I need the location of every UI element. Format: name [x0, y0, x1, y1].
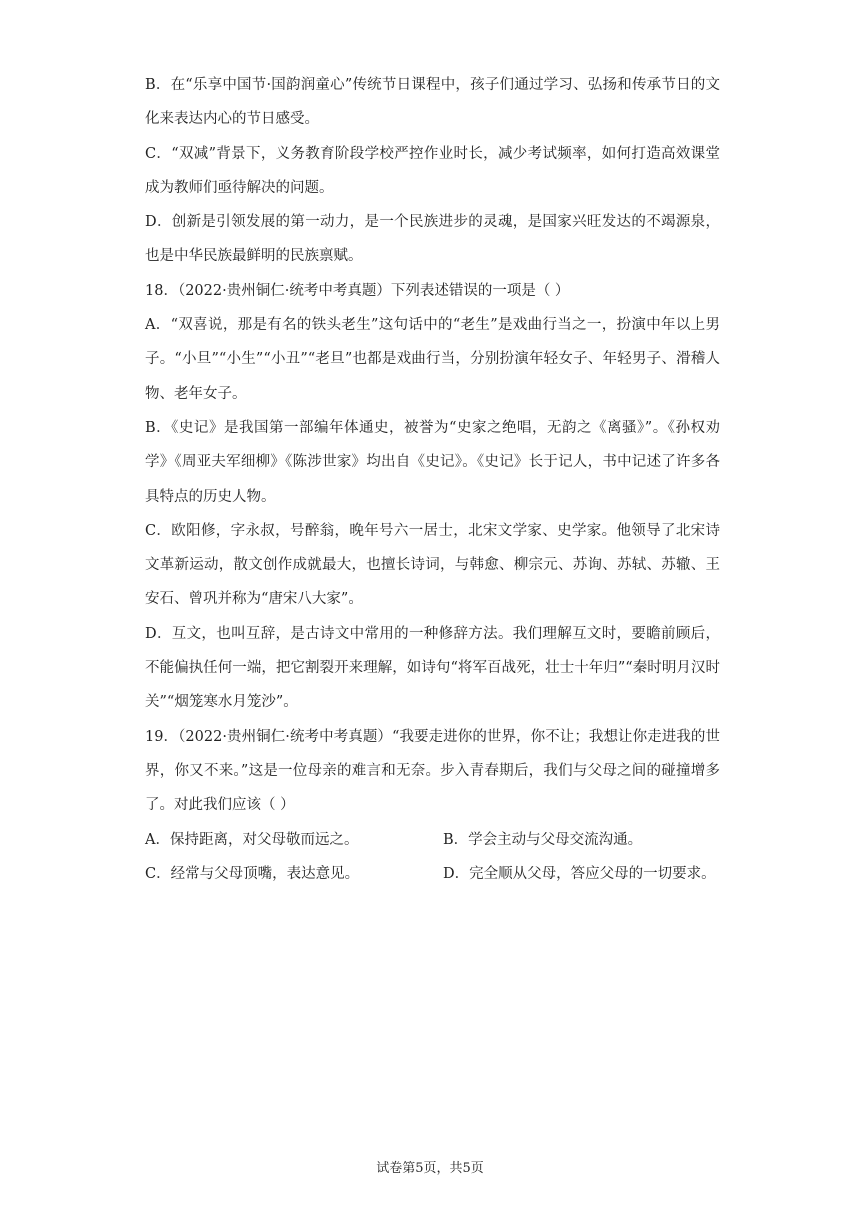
q19-stem: 19．（2022·贵州铜仁·统考中考真题）“我要走进你的世界，你不让；我想让你走进我的世界，你又不来。”这是一位母亲的难言和无奈。步入青春期后，我们与父母之间的碰撞增多了。对此我们应该（ ） — [145, 728, 720, 814]
q17-option-d: D．创新是引领发展的第一动力，是一个民族进步的灵魂，是国家兴旺发达的不竭源泉，也是中华民族最鲜明的民族禀赋。 — [145, 214, 720, 265]
q19-option-a: A．保持距离，对父母敬而远之。 — [145, 831, 359, 848]
q18-option-a: A．“双喜说，那是有名的铁头老生”这句话中的“老生”是戏曲行当之一，扮演中年以上男子。“小旦”“小生”“小丑”“老旦”也都是戏曲行当，分别扮演年轻女子、年轻男子、滑稽人物、老年女子。 — [145, 317, 720, 402]
q19-option-d: D．完全顺从父母，答应父母的一切要求。 — [443, 865, 716, 882]
page-footer: 试卷第5页，共5页 — [376, 1161, 484, 1176]
q19-options — [145, 823, 720, 892]
page-content — [145, 68, 720, 891]
q17-option-b: B．在“乐享中国节·国韵润童心”传统节日课程中，孩子们通过学习、弘扬和传承节日的文化来表达内心的节日感受。 — [145, 77, 720, 128]
q18-option-c: C．欧阳修，字永叔，号醉翁，晚年号六一居士，北宋文学家、史学家。他领导了北宋诗文革新运动，散文创作成就最大，也擅长诗词，与韩愈、柳宗元、苏询、苏轼、苏辙、王安石、曾巩并称为“唐宋八大家”。 — [145, 522, 720, 608]
q18-stem: 18．（2022·贵州铜仁·统考中考真题）下列表述错误的一项是（ ） — [145, 282, 570, 299]
q19-option-b: B．学会主动与父母交流沟通。 — [443, 831, 643, 848]
q19-option-c: C．经常与父母顶嘴，表达意见。 — [145, 865, 360, 882]
q18-option-d: D．互文，也叫互辞，是古诗文中常用的一种修辞方法。我们理解互文时，要瞻前顾后，不能偏执任何一端，把它割裂开来理解，如诗句“将军百战死，壮士十年归”“秦时明月汉时关”“烟笼寒水月笼沙”。 — [145, 625, 720, 711]
q17-option-c: C．“双减”背景下，义务教育阶段学校严控作业时长，减少考试频率，如何打造高效课堂成为教师们亟待解决的问题。 — [145, 145, 720, 196]
q18-option-b: B．《史记》是我国第一部编年体通史，被誉为“史家之绝唱，无韵之《离骚》”。《孙权劝学》《周亚夫军细柳》《陈涉世家》均出自《史记》。《史记》长于记人，书中记述了许多各具特点的历史人物。 — [145, 419, 720, 505]
